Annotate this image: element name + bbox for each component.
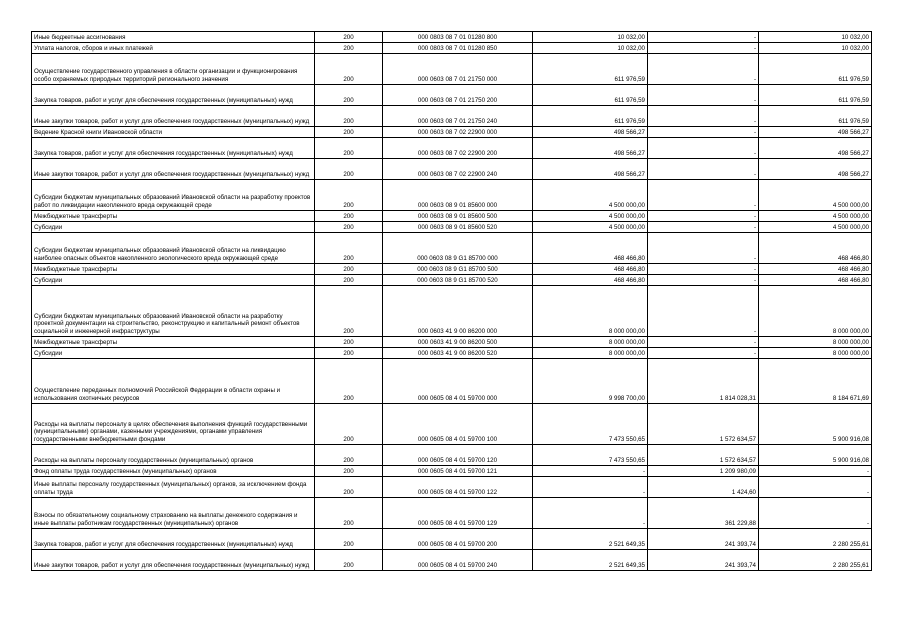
table-row bbox=[32, 445, 872, 466]
table-row bbox=[32, 233, 872, 264]
row-budget-code: 000 0605 08 4 01 59700 240 bbox=[383, 550, 533, 571]
row-approved-amount: 7 473 550,65 bbox=[533, 445, 648, 466]
row-name: Закупка товаров, работ и услуг для обеспечения государственных (муниципальных) нужд bbox=[32, 529, 315, 550]
row-name: Ведение Красной книги Ивановской области bbox=[32, 127, 315, 138]
row-budget-code: 000 0803 08 7 01 01280 800 bbox=[383, 32, 533, 43]
table-row bbox=[32, 275, 872, 286]
table-row bbox=[32, 54, 872, 85]
row-approved-amount: 8 000 000,00 bbox=[533, 337, 648, 348]
row-admin-code: 200 bbox=[315, 127, 383, 138]
row-budget-code: 000 0605 08 4 01 59700 000 bbox=[383, 359, 533, 404]
row-executed-amount: - bbox=[648, 32, 759, 43]
table-row bbox=[32, 85, 872, 106]
row-executed-amount: - bbox=[648, 106, 759, 127]
row-remaining-amount: 4 500 000,00 bbox=[759, 222, 872, 233]
row-executed-amount: 1 424,60 bbox=[648, 477, 759, 498]
budget-execution-table bbox=[31, 31, 872, 571]
row-budget-code: 000 0603 08 9 G1 85700 000 bbox=[383, 233, 533, 264]
row-name: Межбюджетные трансферты bbox=[32, 211, 315, 222]
row-admin-code: 200 bbox=[315, 264, 383, 275]
row-name: Иные закупки товаров, работ и услуг для обеспечения государственных (муниципальных) нужд bbox=[32, 106, 315, 127]
row-budget-code: 000 0603 41 9 00 86200 520 bbox=[383, 348, 533, 359]
row-admin-code: 200 bbox=[315, 43, 383, 54]
row-approved-amount: 468 466,80 bbox=[533, 233, 648, 264]
row-approved-amount: - bbox=[533, 477, 648, 498]
row-admin-code: 200 bbox=[315, 222, 383, 233]
table-row bbox=[32, 222, 872, 233]
row-budget-code: 000 0605 08 4 01 59700 129 bbox=[383, 498, 533, 529]
row-name: Субсидии бюджетам муниципальных образований Ивановской области на разработку проектов работ по ликвидации накопленного вреда окружающей среде bbox=[32, 180, 315, 211]
row-budget-code: 000 0603 08 7 01 21750 240 bbox=[383, 106, 533, 127]
row-name: Закупка товаров, работ и услуг для обеспечения государственных (муниципальных) нужд bbox=[32, 138, 315, 159]
row-budget-code: 000 0603 08 7 01 21750 000 bbox=[383, 54, 533, 85]
row-budget-code: 000 0605 08 4 01 59700 121 bbox=[383, 466, 533, 477]
budget-report-page bbox=[31, 31, 871, 571]
table-body bbox=[32, 32, 872, 571]
row-approved-amount: - bbox=[533, 466, 648, 477]
row-remaining-amount: 10 032,00 bbox=[759, 43, 872, 54]
row-name: Иные закупки товаров, работ и услуг для обеспечения государственных (муниципальных) нужд bbox=[32, 159, 315, 180]
row-executed-amount: - bbox=[648, 275, 759, 286]
row-approved-amount: 8 000 000,00 bbox=[533, 286, 648, 337]
table-row bbox=[32, 159, 872, 180]
row-name: Субсидии bbox=[32, 222, 315, 233]
row-admin-code: 200 bbox=[315, 348, 383, 359]
row-executed-amount: - bbox=[648, 138, 759, 159]
row-approved-amount: 498 566,27 bbox=[533, 127, 648, 138]
row-approved-amount: 4 500 000,00 bbox=[533, 211, 648, 222]
row-admin-code: 200 bbox=[315, 404, 383, 445]
row-approved-amount: 10 032,00 bbox=[533, 32, 648, 43]
row-admin-code: 200 bbox=[315, 138, 383, 159]
table-row bbox=[32, 466, 872, 477]
row-executed-amount: - bbox=[648, 348, 759, 359]
row-remaining-amount: 8 000 000,00 bbox=[759, 348, 872, 359]
row-name: Осуществление переданных полномочий Российской Федерации в области охраны и использования охотничьих ресурсов bbox=[32, 359, 315, 404]
row-approved-amount: 611 976,59 bbox=[533, 85, 648, 106]
row-remaining-amount: 5 900 916,08 bbox=[759, 404, 872, 445]
row-remaining-amount: 498 566,27 bbox=[759, 159, 872, 180]
row-admin-code: 200 bbox=[315, 359, 383, 404]
row-name: Фонд оплаты труда государственных (муниципальных) органов bbox=[32, 466, 315, 477]
row-remaining-amount: 611 976,59 bbox=[759, 106, 872, 127]
row-admin-code: 200 bbox=[315, 32, 383, 43]
row-remaining-amount: - bbox=[759, 466, 872, 477]
row-budget-code: 000 0605 08 4 01 59700 100 bbox=[383, 404, 533, 445]
row-remaining-amount: 468 466,80 bbox=[759, 233, 872, 264]
row-budget-code: 000 0603 08 9 01 85600 500 bbox=[383, 211, 533, 222]
row-admin-code: 200 bbox=[315, 275, 383, 286]
row-budget-code: 000 0605 08 4 01 59700 120 bbox=[383, 445, 533, 466]
row-approved-amount: 10 032,00 bbox=[533, 43, 648, 54]
row-executed-amount: - bbox=[648, 286, 759, 337]
row-executed-amount: - bbox=[648, 180, 759, 211]
row-executed-amount: - bbox=[648, 337, 759, 348]
row-approved-amount: 468 466,80 bbox=[533, 275, 648, 286]
row-executed-amount: - bbox=[648, 54, 759, 85]
row-name: Взносы по обязательному социальному страхованию на выплаты денежного содержания и иные выплаты работникам государственных (муниципальных) органов bbox=[32, 498, 315, 529]
row-approved-amount: 468 466,80 bbox=[533, 264, 648, 275]
row-approved-amount: 2 521 649,35 bbox=[533, 550, 648, 571]
row-approved-amount: 611 976,59 bbox=[533, 54, 648, 85]
row-remaining-amount: 4 500 000,00 bbox=[759, 180, 872, 211]
row-budget-code: 000 0603 08 9 01 85600 520 bbox=[383, 222, 533, 233]
row-budget-code: 000 0603 41 9 00 86200 000 bbox=[383, 286, 533, 337]
table-row bbox=[32, 43, 872, 54]
table-row bbox=[32, 211, 872, 222]
row-remaining-amount: 468 466,80 bbox=[759, 264, 872, 275]
row-name: Субсидии бюджетам муниципальных образований Ивановской области на разработку проектной документации на строительство, реконструкцию и капитальный ремонт объектов социальной и инженерной инфраструктуры bbox=[32, 286, 315, 337]
row-admin-code: 200 bbox=[315, 466, 383, 477]
row-remaining-amount: 611 976,59 bbox=[759, 54, 872, 85]
row-approved-amount: 498 566,27 bbox=[533, 138, 648, 159]
row-budget-code: 000 0605 08 4 01 59700 122 bbox=[383, 477, 533, 498]
row-executed-amount: - bbox=[648, 264, 759, 275]
table-row bbox=[32, 498, 872, 529]
row-executed-amount: 1 572 634,57 bbox=[648, 445, 759, 466]
row-remaining-amount: 2 280 255,61 bbox=[759, 529, 872, 550]
row-budget-code: 000 0603 08 7 01 21750 200 bbox=[383, 85, 533, 106]
row-budget-code: 000 0603 08 9 G1 85700 500 bbox=[383, 264, 533, 275]
row-admin-code: 200 bbox=[315, 85, 383, 106]
row-approved-amount: 611 976,59 bbox=[533, 106, 648, 127]
row-remaining-amount: - bbox=[759, 477, 872, 498]
table-row bbox=[32, 348, 872, 359]
table-row bbox=[32, 404, 872, 445]
row-admin-code: 200 bbox=[315, 286, 383, 337]
row-executed-amount: - bbox=[648, 127, 759, 138]
row-admin-code: 200 bbox=[315, 550, 383, 571]
row-approved-amount: 7 473 550,65 bbox=[533, 404, 648, 445]
row-name: Межбюджетные трансферты bbox=[32, 337, 315, 348]
row-budget-code: 000 0603 41 9 00 86200 500 bbox=[383, 337, 533, 348]
table-row bbox=[32, 106, 872, 127]
row-name: Уплата налогов, сборов и иных платежей bbox=[32, 43, 315, 54]
row-remaining-amount: 611 976,59 bbox=[759, 85, 872, 106]
table-row bbox=[32, 264, 872, 275]
row-remaining-amount: 8 184 671,69 bbox=[759, 359, 872, 404]
row-executed-amount: - bbox=[648, 159, 759, 180]
row-budget-code: 000 0603 08 7 02 22900 240 bbox=[383, 159, 533, 180]
table-row bbox=[32, 550, 872, 571]
row-name: Осуществление государственного управления в области организации и функционирования особо охраняемых природных территорий регионального значения bbox=[32, 54, 315, 85]
row-budget-code: 000 0603 08 9 G1 85700 520 bbox=[383, 275, 533, 286]
row-name: Закупка товаров, работ и услуг для обеспечения государственных (муниципальных) нужд bbox=[32, 85, 315, 106]
row-name: Межбюджетные трансферты bbox=[32, 264, 315, 275]
table-row bbox=[32, 337, 872, 348]
row-budget-code: 000 0803 08 7 01 01280 850 bbox=[383, 43, 533, 54]
row-remaining-amount: - bbox=[759, 498, 872, 529]
row-budget-code: 000 0603 08 7 02 22900 000 bbox=[383, 127, 533, 138]
row-executed-amount: - bbox=[648, 211, 759, 222]
row-approved-amount: 4 500 000,00 bbox=[533, 180, 648, 211]
row-name: Иные бюджетные ассигнования bbox=[32, 32, 315, 43]
row-approved-amount: 8 000 000,00 bbox=[533, 348, 648, 359]
row-admin-code: 200 bbox=[315, 233, 383, 264]
row-admin-code: 200 bbox=[315, 106, 383, 127]
row-admin-code: 200 bbox=[315, 337, 383, 348]
row-executed-amount: - bbox=[648, 43, 759, 54]
row-executed-amount: - bbox=[648, 233, 759, 264]
row-remaining-amount: 4 500 000,00 bbox=[759, 211, 872, 222]
row-admin-code: 200 bbox=[315, 477, 383, 498]
row-name: Иные выплаты персоналу государственных (муниципальных) органов, за исключением фонда оплаты труда bbox=[32, 477, 315, 498]
table-row bbox=[32, 180, 872, 211]
table-row bbox=[32, 529, 872, 550]
row-name: Субсидии бюджетам муниципальных образований Ивановской области на ликвидацию наиболее опасных объектов накопленного экологического вреда окружающей среде bbox=[32, 233, 315, 264]
row-admin-code: 200 bbox=[315, 159, 383, 180]
row-name: Субсидии bbox=[32, 348, 315, 359]
row-remaining-amount: 498 566,27 bbox=[759, 138, 872, 159]
row-executed-amount: 1 209 980,09 bbox=[648, 466, 759, 477]
row-approved-amount: 498 566,27 bbox=[533, 159, 648, 180]
row-executed-amount: 241 393,74 bbox=[648, 550, 759, 571]
row-executed-amount: - bbox=[648, 222, 759, 233]
row-remaining-amount: 5 900 916,08 bbox=[759, 445, 872, 466]
row-remaining-amount: 498 566,27 bbox=[759, 127, 872, 138]
row-admin-code: 200 bbox=[315, 529, 383, 550]
row-admin-code: 200 bbox=[315, 211, 383, 222]
row-remaining-amount: 8 000 000,00 bbox=[759, 286, 872, 337]
row-executed-amount: 1 572 634,57 bbox=[648, 404, 759, 445]
row-executed-amount: 361 229,88 bbox=[648, 498, 759, 529]
row-executed-amount: 1 814 028,31 bbox=[648, 359, 759, 404]
row-budget-code: 000 0603 08 7 02 22900 200 bbox=[383, 138, 533, 159]
table-row bbox=[32, 286, 872, 337]
row-name: Иные закупки товаров, работ и услуг для обеспечения государственных (муниципальных) нужд bbox=[32, 550, 315, 571]
row-remaining-amount: 2 280 255,61 bbox=[759, 550, 872, 571]
row-name: Расходы на выплаты персоналу государственных (муниципальных) органов bbox=[32, 445, 315, 466]
row-approved-amount: 2 521 649,35 bbox=[533, 529, 648, 550]
row-name: Субсидии bbox=[32, 275, 315, 286]
row-executed-amount: 241 393,74 bbox=[648, 529, 759, 550]
table-row bbox=[32, 477, 872, 498]
row-approved-amount: 9 998 700,00 bbox=[533, 359, 648, 404]
row-executed-amount: - bbox=[648, 85, 759, 106]
row-admin-code: 200 bbox=[315, 445, 383, 466]
table-row bbox=[32, 138, 872, 159]
row-remaining-amount: 468 466,80 bbox=[759, 275, 872, 286]
row-budget-code: 000 0603 08 9 01 85600 000 bbox=[383, 180, 533, 211]
row-admin-code: 200 bbox=[315, 180, 383, 211]
row-remaining-amount: 10 032,00 bbox=[759, 32, 872, 43]
row-approved-amount: - bbox=[533, 498, 648, 529]
row-name: Расходы на выплаты персоналу в целях обеспечения выполнения функций государственными (муниципальными) органами, казенными учреждениями, органами управления государственными внебюджетными фондами bbox=[32, 404, 315, 445]
table-row bbox=[32, 32, 872, 43]
table-row bbox=[32, 127, 872, 138]
row-admin-code: 200 bbox=[315, 54, 383, 85]
row-remaining-amount: 8 000 000,00 bbox=[759, 337, 872, 348]
row-budget-code: 000 0605 08 4 01 59700 200 bbox=[383, 529, 533, 550]
row-admin-code: 200 bbox=[315, 498, 383, 529]
row-approved-amount: 4 500 000,00 bbox=[533, 222, 648, 233]
table-row bbox=[32, 359, 872, 404]
